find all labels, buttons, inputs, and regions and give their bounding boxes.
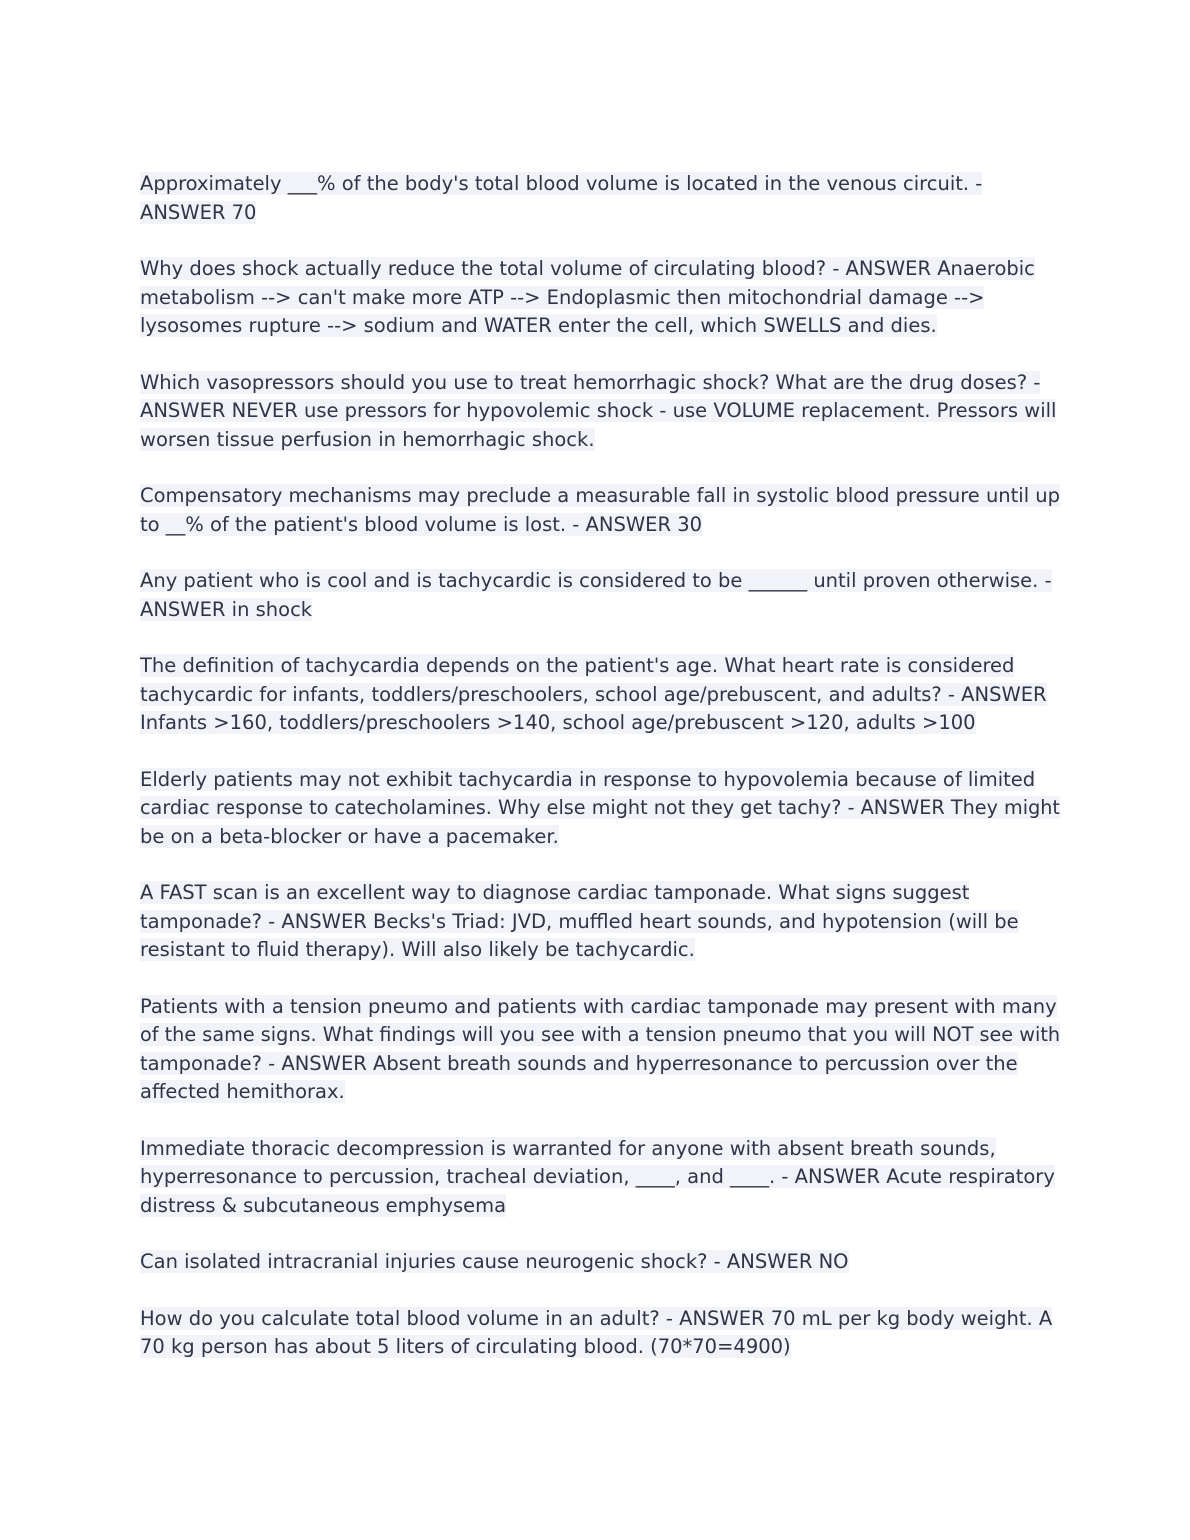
flashcard-text-line: to __% of the patient's blood volume is lost. - ANSWER 30 [140,512,703,536]
flashcard-7 [140,766,1060,852]
flashcard-12 [140,1305,1060,1362]
flashcard-6 [140,652,1060,738]
flashcard-text-line: cardiac response to catecholamines. Why else might not they get tachy? - ANSWER They might [140,796,1060,819]
flashcard-text-line: affected hemithorax. [140,1080,345,1103]
flashcard-text-line: Patients with a tension pneumo and patients with cardiac tamponade may present with many [140,994,1057,1018]
flashcard-5 [140,567,1060,624]
flashcard-1 [140,170,1060,227]
flashcard-9 [140,993,1060,1107]
flashcard-text-line: Elderly patients may not exhibit tachycardia in response to hypovolemia because of limited [140,767,1036,791]
flashcard-text-line: Why does shock actually reduce the total volume of circulating blood? - ANSWER Anaerobic [140,257,1035,280]
flashcard-text-line: Can isolated intracranial injuries cause neurogenic shock? - ANSWER NO [140,1250,849,1273]
document-page [140,170,1060,1390]
flashcard-text-line: ANSWER NEVER use pressors for hypovolemic shock - use VOLUME replacement. Pressors will [140,399,1057,422]
flashcard-text-line: Infants >160, toddlers/preschoolers >140, school age/prebuscent >120, adults >100 [140,711,976,734]
flashcard-text-line: 70 kg person has about 5 liters of circulating blood. (70*70=4900) [140,1335,791,1358]
flashcard-text-line: tamponade? - ANSWER Absent breath sounds and hyperresonance to percussion over the [140,1051,1018,1075]
flashcard-text-line: Which vasopressors should you use to treat hemorrhagic shock? What are the drug doses? - [140,370,1041,394]
flashcard-4 [140,482,1060,539]
flashcard-text-line: Compensatory mechanisms may preclude a measurable fall in systolic blood pressure until up [140,484,1061,507]
flashcard-text-line: The definition of tachycardia depends on the patient's age. What heart rate is considered [140,654,1015,677]
flashcard-text-line: Approximately ___% of the body's total blood volume is located in the venous circuit. - [140,172,983,195]
flashcard-2 [140,255,1060,341]
flashcard-11 [140,1248,1060,1277]
flashcard-text-line: Immediate thoracic decompression is warranted for anyone with absent breath sounds, [140,1136,996,1160]
flashcard-text-line: worsen tissue perfusion in hemorrhagic shock. [140,427,595,451]
flashcard-text-line: Any patient who is cool and is tachycardic is considered to be ______ until proven otherwise. - [140,569,1052,592]
flashcard-8 [140,879,1060,965]
flashcard-text-line: resistant to fluid therapy). Will also likely be tachycardic. [140,938,695,961]
flashcard-3 [140,369,1060,455]
flashcard-text-line: tamponade? - ANSWER Becks's Triad: JVD, muffled heart sounds, and hypotension (will be [140,909,1019,933]
flashcard-text-line: lysosomes rupture --> sodium and WATER enter the cell, which SWELLS and dies. [140,314,937,337]
flashcard-text-line: tachycardic for infants, toddlers/preschoolers, school age/prebuscent, and adults? - ANSWER [140,682,1047,706]
flashcard-text-line: hyperresonance to percussion, tracheal deviation, ____, and ____. - ANSWER Acute respiratory [140,1165,1055,1188]
flashcard-text-line: of the same signs. What findings will you see with a tension pneumo that you will NOT see with [140,1023,1061,1046]
flashcard-text-line: ANSWER 70 [140,200,257,224]
flashcard-text-line: be on a beta-blocker or have a pacemaker. [140,824,559,848]
flashcard-10 [140,1135,1060,1221]
flashcard-text-line: distress & subcutaneous emphysema [140,1193,507,1217]
flashcard-text-line: metabolism --> can't make more ATP --> Endoplasmic then mitochondrial damage --> [140,285,985,309]
flashcard-text-line: ANSWER in shock [140,597,313,621]
flashcard-text-line: How do you calculate total blood volume in an adult? - ANSWER 70 mL per kg body weight. A [140,1306,1053,1330]
flashcard-text-line: A FAST scan is an excellent way to diagnose cardiac tamponade. What signs suggest [140,881,970,904]
